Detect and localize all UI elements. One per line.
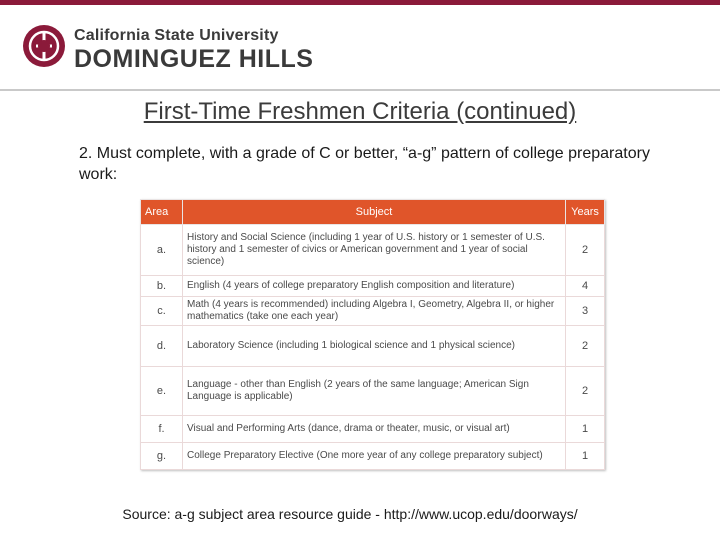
area-cell: d. xyxy=(141,326,183,367)
years-cell: 2 xyxy=(566,367,605,416)
area-cell: a. xyxy=(141,225,183,276)
area-cell: g. xyxy=(141,443,183,470)
column-header-years: Years xyxy=(566,200,605,225)
university-name: California State University xyxy=(74,27,279,44)
area-cell: e. xyxy=(141,367,183,416)
years-cell: 2 xyxy=(566,326,605,367)
table-header-row xyxy=(141,200,605,225)
table-row xyxy=(141,297,605,326)
source-citation: Source: a-g subject area resource guide - http://www.ucop.edu/doorways/ xyxy=(122,506,578,522)
criteria-text: 2. Must complete, with a grade of C or better, “a-g” pattern of college preparatory work: xyxy=(79,145,650,183)
table-row xyxy=(141,326,605,367)
campus-name: DOMINGUEZ HILLS xyxy=(74,45,314,73)
slide-title: First-Time Freshmen Criteria (continued) xyxy=(143,98,577,125)
subject-cell: Language - other than English (2 years of the same language; American Sign Language is applicable) xyxy=(183,367,566,416)
a-g-requirements-table xyxy=(140,199,605,470)
years-cell: 4 xyxy=(566,276,605,297)
table-row xyxy=(141,276,605,297)
column-header-area: Area xyxy=(141,200,183,225)
area-cell: f. xyxy=(141,416,183,443)
area-cell: b. xyxy=(141,276,183,297)
column-header-subject: Subject xyxy=(183,200,566,225)
subject-cell: English (4 years of college preparatory English composition and literature) xyxy=(183,276,566,297)
subject-cell: College Preparatory Elective (One more year of any college preparatory subject) xyxy=(183,443,566,470)
slide-header xyxy=(0,5,720,90)
table-row xyxy=(141,225,605,276)
years-cell: 1 xyxy=(566,443,605,470)
years-cell: 2 xyxy=(566,225,605,276)
subject-cell: Math (4 years is recommended) including Algebra I, Geometry, Algebra II, or higher mathematics (take one each year) xyxy=(183,297,566,326)
subject-cell: Visual and Performing Arts (dance, drama or theater, music, or visual art) xyxy=(183,416,566,443)
subject-cell: History and Social Science (including 1 year of U.S. history or 1 semester of U.S. history and 1 semester of civics or American government and 1 year of social science) xyxy=(183,225,566,276)
table-row xyxy=(141,443,605,470)
header-divider xyxy=(0,89,720,91)
subject-cell: Laboratory Science (including 1 biological science and 1 physical science) xyxy=(183,326,566,367)
years-cell: 3 xyxy=(566,297,605,326)
area-cell: c. xyxy=(141,297,183,326)
table-row xyxy=(141,416,605,443)
university-logo-icon xyxy=(22,24,66,68)
years-cell: 1 xyxy=(566,416,605,443)
table-row xyxy=(141,367,605,416)
